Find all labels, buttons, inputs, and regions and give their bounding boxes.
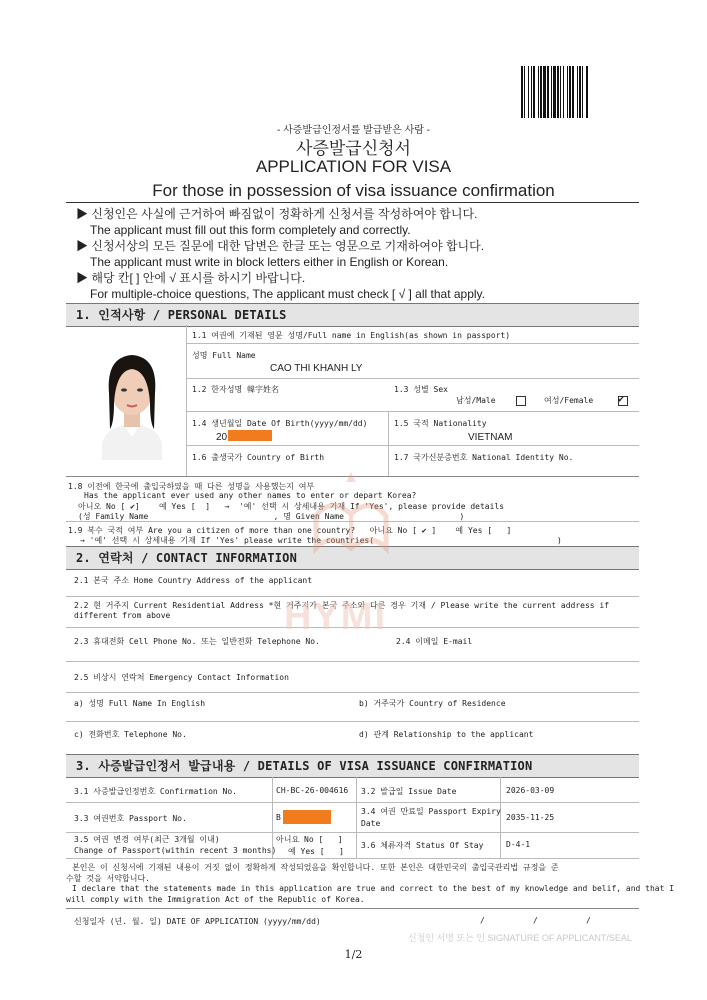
passport-no-value[interactable]: B — [276, 813, 281, 822]
field-3-2-label: 3.2 발급일 Issue Date — [361, 787, 457, 796]
field-2-5-a-label: a) 성명 Full Name In English — [74, 699, 206, 708]
field-2-2-label: 2.2 현 거주지 Current Residential Address *현 거주지가 본국 주소와 다른 경우 기재 / Please write the current address if different from above — [74, 601, 610, 620]
form-title-ko: 사증발급신청서 — [296, 139, 411, 158]
field-3-1-label: 3.1 사증발급인정번호 Confirmation No. — [74, 787, 237, 796]
passport-change-no[interactable]: 아니요 No [ ] — [276, 835, 343, 844]
application-date-value[interactable]: / / / — [480, 916, 591, 925]
field-3-3-label: 3.3 여권번호 Passport No. — [74, 814, 187, 823]
section-visa-issuance: 3. 사증발급인정서 발급내용 / DETAILS OF VISA ISSUANCE CONFIRMATION — [66, 754, 639, 778]
field-2-4-label: 2.4 이메일 E-mail — [396, 637, 473, 646]
barcode — [521, 66, 638, 118]
watermark-text: HYMI — [284, 596, 387, 638]
full-name-label: 성명 Full Name — [192, 351, 256, 360]
field-1-8-options[interactable]: 아니오 No [ ✔] 예 Yes [ ] → '예' 선택 시 상세내용 기재 If 'Yes', please provide details — [78, 502, 505, 511]
field-1-9-line1[interactable]: 1.9 복수 국적 여부 Are you a citizen of more than one country? 아니요 No [ ✔ ] 예 Yes [ ] — [68, 526, 512, 535]
dob-redaction — [228, 430, 272, 441]
field-1-8-line2: Has the applicant ever used any other names to enter or depart Korea? — [84, 491, 417, 500]
sex-male-label: 남성/Male — [456, 396, 496, 405]
confirmation-no-value[interactable]: CH-BC-26-004616 — [276, 786, 349, 795]
field-1-8-line1: 1.8 이전에 한국에 출입국하였을 때 다른 성명을 사용했는지 여부 — [68, 482, 315, 491]
instruction-1: ▶ 신청인은 사실에 근거하여 빠짐없이 정확하게 신청서를 작성하여야 합니다. The applicant must fill out this form completely and correctly. ▶ 신청서상의 모든 질문에 대한 답변은 한글 또는 영문으로 기재하여야 합니다. The applicant must write in block letters either in English or Korean. ▶ 해당 칸[ ] 안에 √ 표시를 하시기 바랍니다. For multiple-choice questions, The applicant must check [ √ ] all that apply. — [76, 207, 485, 301]
form-title-sub: For those in possession of visa issuance confirmation — [152, 181, 555, 200]
field-1-3-label: 1.3 성별 Sex — [394, 385, 448, 394]
field-1-8-names[interactable]: (성 Family Name , 명 Given Name ) — [78, 512, 465, 521]
sex-female-label: 여성/Female — [544, 396, 594, 405]
field-1-9-line2[interactable]: → '예' 선택 시 상세내용 기재 If 'Yes' please write the countries( ) — [80, 536, 562, 545]
field-1-4-label: 1.4 생년월일 Date Of Birth(yyyy/mm/dd) — [192, 419, 368, 428]
field-3-6-label: 3.6 체류자격 Status Of Stay — [361, 841, 484, 850]
signature-label: 신청인 서명 또는 인 SIGNATURE OF APPLICANT/SEAL — [408, 933, 632, 943]
field-1-7-label: 1.7 국가신분증번호 National Identity No. — [394, 453, 574, 462]
field-3-4-label-1: 3.4 여권 만료일 Passport Expiry — [361, 807, 501, 816]
field-2-5-b-label: b) 거주국가 Country of Residence — [359, 699, 506, 708]
application-date-label: 신청일자 (년. 월. 일) DATE OF APPLICATION (yyyy/mm/dd) — [74, 917, 321, 926]
applicant-photo — [84, 333, 180, 460]
field-2-5-label: 2.5 비상시 연락처 Emergency Contact Information — [74, 673, 289, 682]
declaration-ko-1: 본인은 이 신청서에 기재된 내용이 거짓 없이 정확하게 작성되었음을 확인합니다. 또한 본인은 대한민국의 출입국관리법 규정을 준 — [72, 863, 559, 872]
field-3-4-label-2: Date — [361, 819, 381, 828]
declaration-en-2: will comply with the Immigration Act of the Republic of Korea. — [66, 895, 365, 904]
form-subtitle: - 사증발급인정서를 발급받은 사람 - — [276, 125, 430, 136]
sex-female-check-icon: ✔ — [618, 394, 625, 405]
field-2-5-c-label: c) 전화번호 Telephone No. — [74, 730, 187, 739]
declaration-en-1: I declare that the statements made in this application are true and correct to the best of my knowledge and belif, and that I — [72, 884, 675, 893]
full-name-value[interactable]: CAO THI KHANH LY — [270, 363, 363, 374]
field-1-1-label: 1.1 여권에 기재된 영문 성명/Full name in English(as shown in passport) — [192, 331, 511, 340]
nationality-value[interactable]: VIETNAM — [468, 432, 513, 443]
field-3-5-label-2: Change of Passport(within recent 3 months) — [74, 846, 277, 855]
passport-redaction — [283, 810, 331, 824]
expiry-date-value[interactable]: 2035-11-25 — [506, 813, 555, 822]
field-1-5-label: 1.5 국적 Nationality — [394, 419, 487, 428]
field-2-3-label: 2.3 휴대전화 Cell Phone No. 또는 일반전화 Telephone No. — [74, 637, 320, 646]
watermark-logo — [296, 466, 406, 616]
field-2-1-label: 2.1 본국 주소 Home Country Address of the applicant — [74, 576, 313, 585]
issue-date-value[interactable]: 2026-03-09 — [506, 786, 555, 795]
sex-male-checkbox[interactable] — [516, 396, 526, 406]
passport-change-yes[interactable]: 예 Yes [ ] — [288, 847, 344, 856]
page-number: 1/2 — [344, 948, 363, 961]
field-2-5-d-label: d) 관계 Relationship to the applicant — [359, 730, 534, 739]
field-1-2-label: 1.2 한자성명 韓字姓名 — [192, 385, 279, 394]
field-1-6-label: 1.6 출생국가 Country of Birth — [192, 453, 325, 462]
status-of-stay-value[interactable]: D-4-1 — [506, 840, 531, 849]
dob-value[interactable]: 20 — [216, 432, 228, 443]
section-contact-information: 2. 연락처 / CONTACT INFORMATION — [66, 546, 639, 570]
field-3-5-label-1: 3.5 여권 변경 여부(최근 3개월 이내) — [74, 835, 220, 844]
section-personal-details: 1. 인적사항 / PERSONAL DETAILS — [66, 303, 639, 327]
declaration-ko-2: 수할 것을 서약합니다. — [66, 874, 151, 883]
form-title-en: APPLICATION FOR VISA — [255, 157, 452, 176]
